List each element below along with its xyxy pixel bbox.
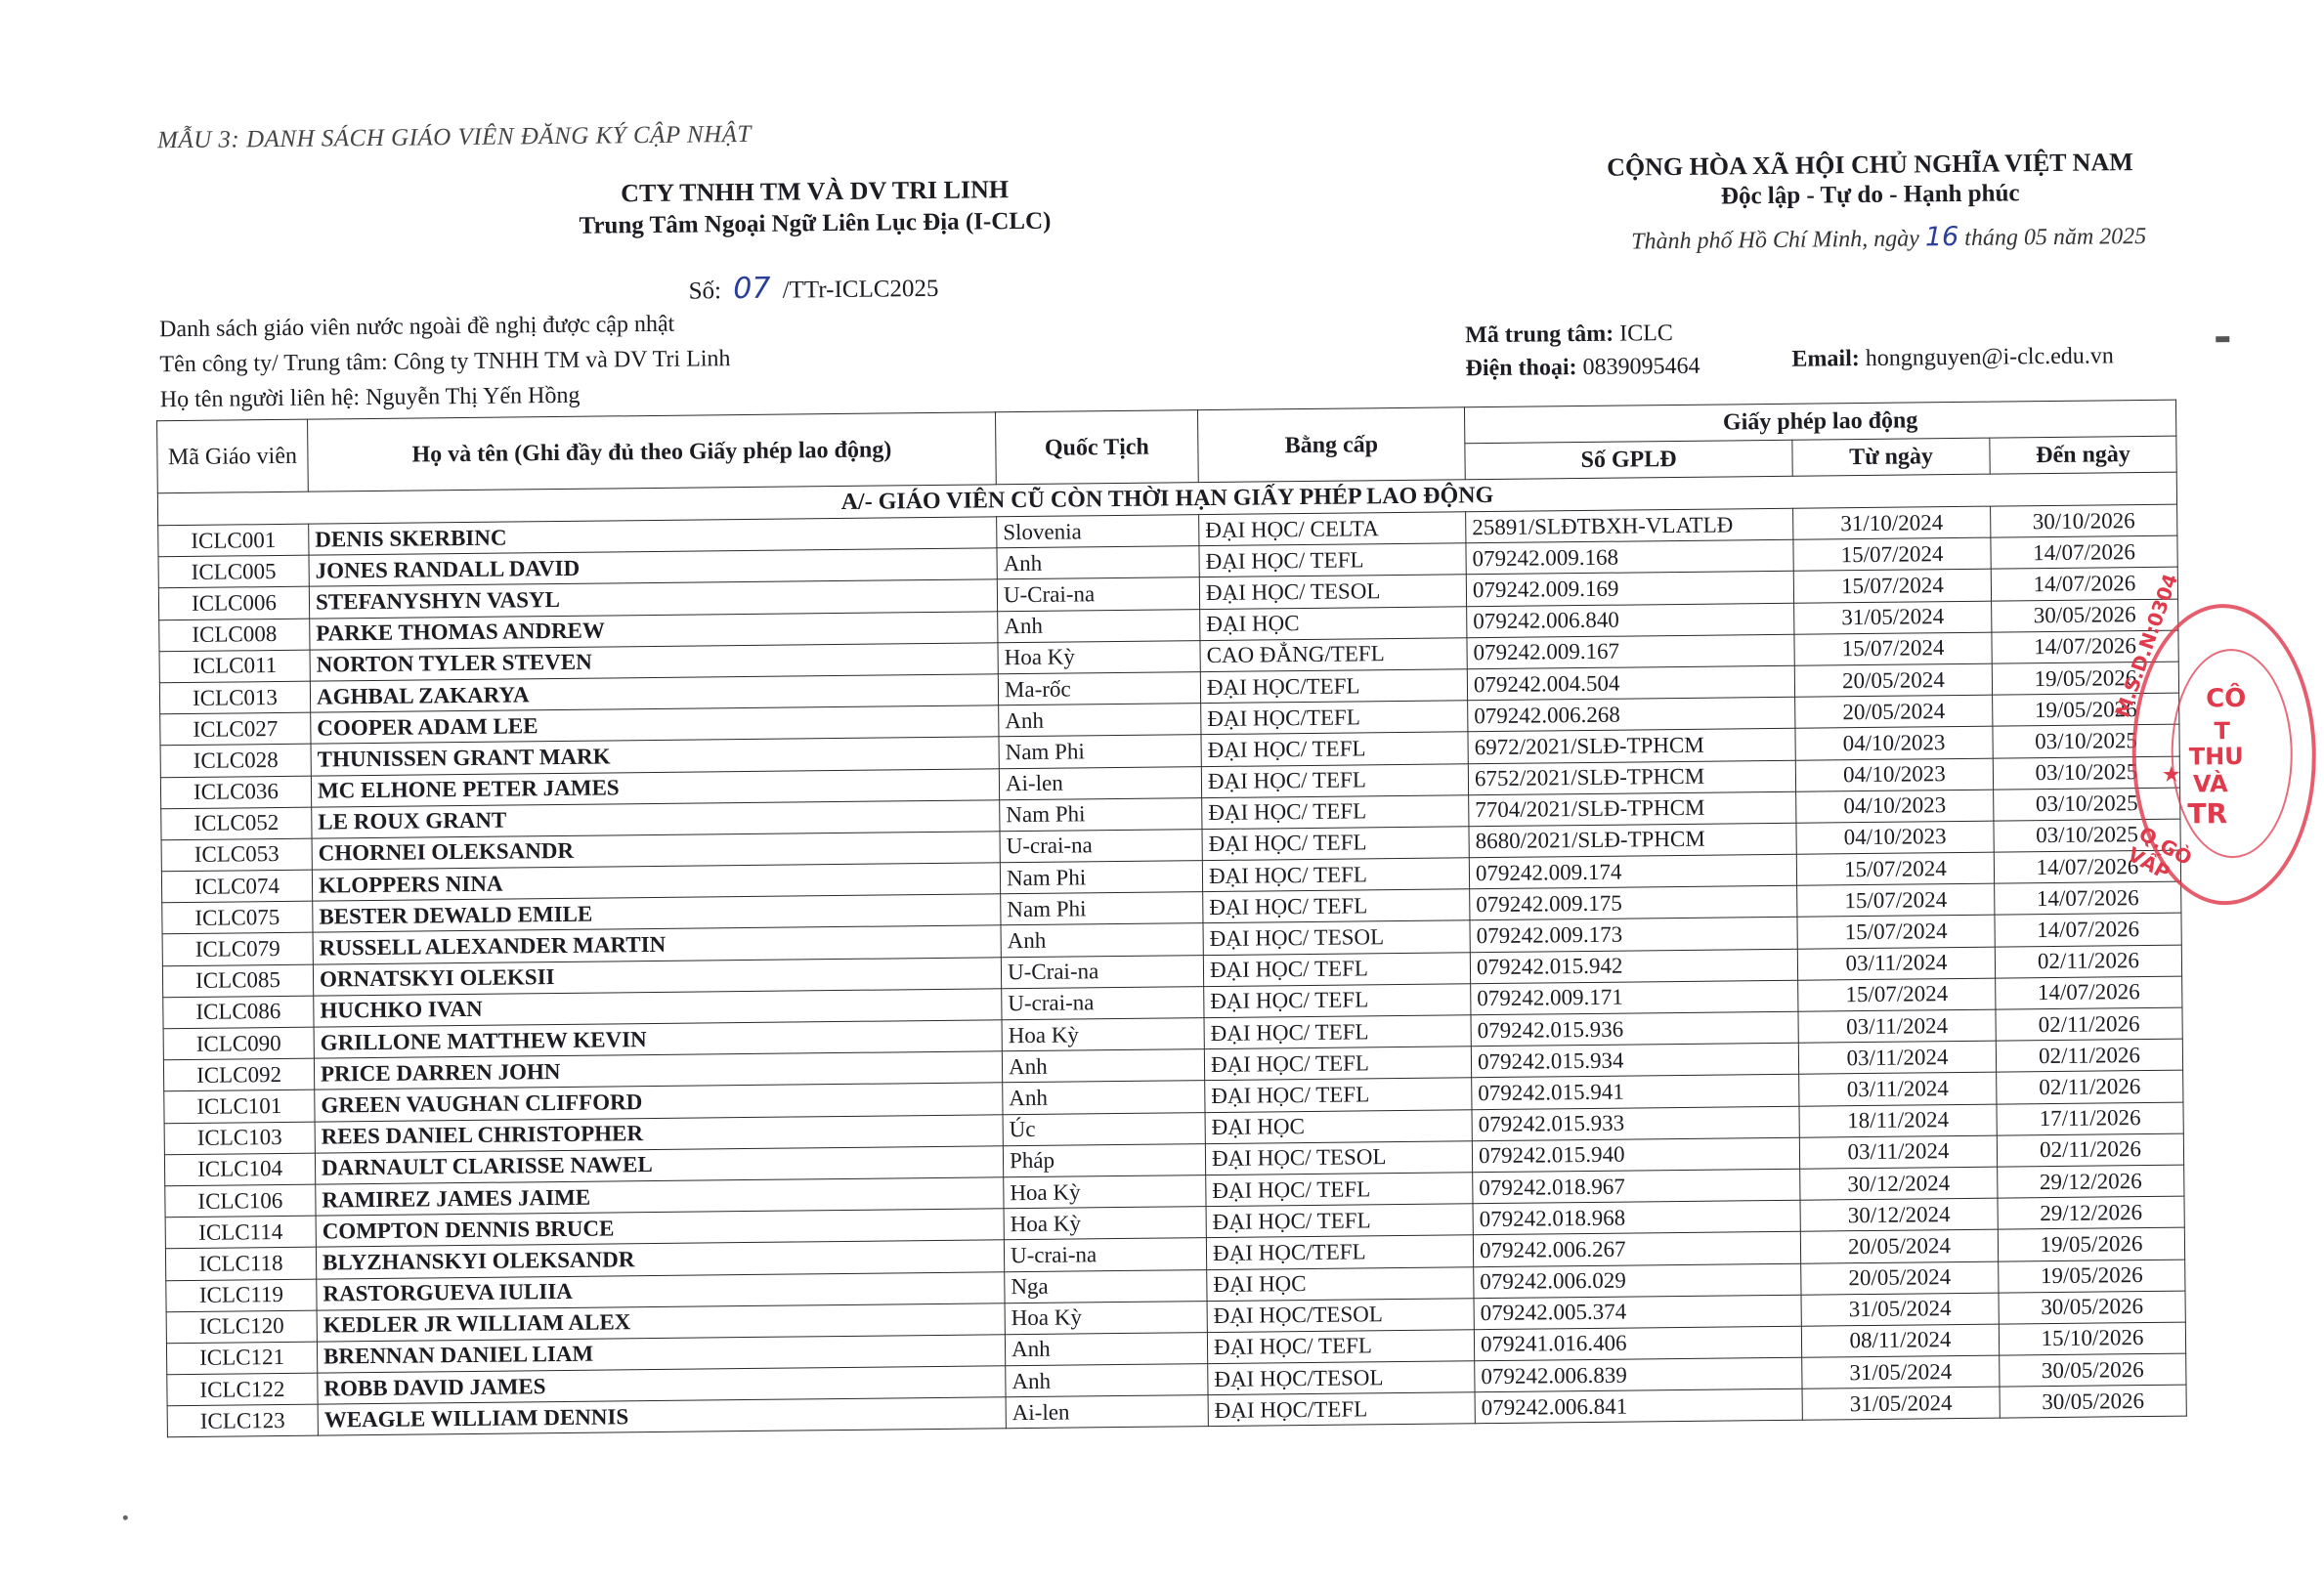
date-part-1: Thành phố Hồ Chí Minh, ngày — [1631, 226, 1920, 255]
degree-cell: ĐẠI HỌC/ TEFL — [1204, 1015, 1471, 1049]
from-date-cell: 15/07/2024 — [1793, 570, 1991, 603]
teacher-id-cell: ICLC013 — [159, 681, 310, 714]
from-date-cell: 15/07/2024 — [1798, 978, 1996, 1011]
teacher-id-cell: ICLC086 — [163, 996, 314, 1029]
phone — [1465, 354, 1700, 383]
to-date-cell: 03/10/2025 — [1994, 788, 2180, 821]
teacher-name-cell: GREEN VAUGHAN CLIFFORD — [315, 1083, 1003, 1122]
permit-number-cell: 079242.015.936 — [1471, 1011, 1798, 1047]
seal-line-2: T — [2214, 717, 2231, 746]
degree-cell: ĐẠI HỌC/ TEFL — [1202, 794, 1469, 829]
from-date-cell: 03/11/2024 — [1798, 1009, 1996, 1043]
to-date-cell: 19/05/2026 — [1993, 693, 2179, 726]
header-full-name: Họ và tên (Ghi đầy đủ theo Giấy phép lao động) — [308, 412, 997, 491]
nationality-cell: Anh — [1001, 923, 1203, 957]
degree-cell: ĐẠI HỌC — [1200, 606, 1467, 640]
teacher-name-cell: COOPER ADAM LEE — [311, 705, 999, 745]
permit-number-cell: 079242.009.173 — [1470, 918, 1797, 953]
to-date-cell: 30/05/2026 — [2000, 1385, 2186, 1418]
doc-no-suffix: /TTr-ICLC2025 — [782, 275, 939, 304]
seal-line-4: VÀ — [2192, 770, 2228, 798]
nationality-cell: Nam Phi — [1000, 861, 1202, 894]
nationality-cell: Úc — [1003, 1112, 1205, 1145]
from-date-cell: 20/05/2024 — [1795, 695, 1993, 728]
header-to-date: Đến ngày — [1990, 436, 2176, 474]
teacher-name-cell: BESTER DEWALD EMILE — [313, 894, 1001, 933]
teacher-name-cell: LE ROUX GRANT — [312, 799, 1000, 838]
company-name: CTY TNHH TM VÀ DV TRI LINH — [621, 175, 1010, 208]
teacher-id-cell: ICLC114 — [165, 1216, 316, 1249]
to-date-cell: 03/10/2025 — [1993, 756, 2179, 790]
header-work-permit: Giấy phép lao động — [1464, 400, 2175, 444]
teacher-name-cell: NORTON TYLER STEVEN — [310, 643, 998, 682]
nationality-cell: Hoa Kỳ — [1004, 1175, 1206, 1209]
teacher-name-cell: KLOPPERS NINA — [312, 863, 1000, 902]
degree-cell: ĐẠI HỌC/TESOL — [1208, 1361, 1475, 1395]
nationality-cell: Hoa Kỳ — [1002, 1018, 1204, 1051]
teacher-name-cell: RUSSELL ALEXANDER MARTIN — [313, 925, 1001, 964]
teacher-name-cell: RASTORGUEVA IULIIA — [317, 1271, 1005, 1310]
permit-number-cell: 079242.009.174 — [1469, 854, 1796, 889]
degree-cell: ĐẠI HỌC/ TEFL — [1204, 1047, 1471, 1081]
teacher-id-cell: ICLC053 — [161, 838, 312, 872]
center-name: Trung Tâm Ngoại Ngữ Liên Lục Địa (I-CLC) — [579, 207, 1052, 239]
teacher-id-cell: ICLC122 — [167, 1373, 318, 1406]
permit-number-cell: 079242.009.168 — [1466, 539, 1793, 575]
seal-ring-text: M.S.D.N:0304 — [2110, 571, 2183, 721]
date-day-handwritten: 16 — [1924, 221, 1959, 253]
teacher-id-cell: ICLC036 — [160, 776, 311, 809]
nationality-cell: U-crai-na — [1002, 986, 1204, 1019]
teacher-name-cell: REES DANIEL CHRISTOPHER — [315, 1114, 1003, 1153]
nationality-cell: U-Crai-na — [997, 577, 1199, 611]
degree-cell: ĐẠI HỌC/ CELTA — [1199, 512, 1466, 546]
info-contact-person: Họ tên người liên hệ: Nguyễn Thị Yến Hồng — [159, 382, 581, 413]
to-date-cell: 30/05/2026 — [2000, 1353, 2186, 1387]
from-date-cell: 15/07/2024 — [1797, 916, 1995, 949]
header-nationality: Quốc Tịch — [996, 410, 1199, 485]
info-company: Tên công ty/ Trung tâm: Công ty TNHH TM và DV Tri Linh — [159, 346, 731, 378]
teacher-name-cell: KEDLER JR WILLIAM ALEX — [317, 1303, 1005, 1342]
nationality-cell: U-Crai-na — [1001, 955, 1203, 988]
teacher-name-cell: ROBB DAVID JAMES — [318, 1366, 1006, 1405]
degree-cell: ĐẠI HỌC/ TEFL — [1203, 889, 1470, 923]
permit-number-cell: 079242.006.839 — [1475, 1357, 1802, 1392]
nationality-cell: Nam Phi — [1000, 797, 1202, 831]
seal-line-1: CÔ — [2205, 683, 2247, 714]
nationality-cell: Anh — [1006, 1364, 1208, 1397]
permit-number-cell: 079242.006.268 — [1468, 697, 1795, 732]
to-date-cell: 14/07/2026 — [1995, 914, 2181, 947]
teacher-id-cell: ICLC104 — [164, 1153, 315, 1186]
teacher-name-cell: GRILLONE MATTHEW KEVIN — [314, 1020, 1002, 1059]
permit-number-cell: 079242.006.029 — [1474, 1263, 1801, 1299]
from-date-cell: 20/05/2024 — [1794, 663, 1992, 697]
from-date-cell: 03/11/2024 — [1799, 1135, 1997, 1169]
from-date-cell: 04/10/2023 — [1795, 726, 1993, 759]
teacher-name-cell: DENIS SKERBINC — [309, 517, 997, 556]
from-date-cell: 31/05/2024 — [1802, 1355, 2000, 1389]
seal-line-3: THU — [2188, 742, 2244, 771]
seal-bottom-text: Q.GÒ VẤP — [2123, 821, 2197, 885]
to-date-cell: 03/10/2025 — [1993, 724, 2179, 757]
degree-cell: CAO ĐẲNG/TEFL — [1200, 638, 1467, 672]
from-date-cell: 20/05/2024 — [1800, 1229, 1998, 1262]
nationality-cell: Nam Phi — [1001, 892, 1203, 925]
degree-cell: ĐẠI HỌC/ TEFL — [1201, 763, 1468, 797]
header-teacher-id: Mã Giáo viên — [157, 419, 309, 493]
teacher-id-cell: ICLC001 — [158, 524, 309, 557]
from-date-cell: 04/10/2023 — [1796, 790, 1994, 823]
nationality-cell: Anh — [1003, 1081, 1205, 1114]
header-permit-number: Số GPLĐ — [1465, 440, 1792, 480]
to-date-cell: 19/05/2026 — [1998, 1227, 2184, 1261]
to-date-cell: 14/07/2026 — [1996, 976, 2182, 1009]
from-date-cell: 15/07/2024 — [1797, 883, 1995, 917]
document-number — [688, 270, 938, 307]
scan-edge-mark — [2216, 336, 2229, 342]
to-date-cell: 14/07/2026 — [1991, 568, 2177, 601]
teacher-id-cell: ICLC119 — [166, 1279, 317, 1312]
teacher-name-cell: JONES RANDALL DAVID — [309, 548, 997, 587]
center-code-value: ICLC — [1619, 320, 1673, 347]
teacher-id-cell: ICLC092 — [163, 1058, 314, 1091]
teacher-id-cell: ICLC074 — [161, 870, 312, 903]
permit-number-cell: 25891/SLĐTBXH-VLATLĐ — [1466, 508, 1793, 543]
permit-number-cell: 079242.015.934 — [1471, 1043, 1798, 1078]
teacher-id-cell: ICLC008 — [159, 619, 310, 652]
degree-cell: ĐẠI HỌC/ TEFL — [1199, 543, 1466, 577]
teacher-name-cell: AGHBAL ZAKARYA — [310, 674, 998, 713]
teacher-id-cell: ICLC079 — [162, 933, 313, 966]
header-from-date: Từ ngày — [1792, 438, 1990, 476]
nationality-cell: U-crai-na — [1000, 829, 1202, 862]
to-date-cell: 03/10/2025 — [1994, 819, 2180, 852]
to-date-cell: 02/11/2026 — [1996, 1039, 2182, 1072]
permit-number-cell: 079242.015.940 — [1472, 1137, 1799, 1173]
permit-number-cell: 079242.018.967 — [1473, 1169, 1800, 1204]
teacher-name-cell: CHORNEI OLEKSANDR — [312, 832, 1000, 871]
nationality-cell: Hoa Kỳ — [1005, 1301, 1207, 1334]
teacher-id-cell: ICLC103 — [164, 1122, 315, 1155]
permit-number-cell: 079242.015.942 — [1470, 949, 1797, 984]
to-date-cell: 15/10/2026 — [1999, 1322, 2185, 1355]
teacher-id-cell: ICLC075 — [162, 901, 313, 934]
from-date-cell: 30/12/2024 — [1800, 1167, 1998, 1200]
to-date-cell: 02/11/2026 — [1997, 1070, 2183, 1103]
email — [1791, 343, 2114, 372]
nationality-cell: Anh — [997, 546, 1199, 579]
teacher-id-cell: ICLC118 — [165, 1247, 316, 1280]
permit-number-cell: 079242.009.167 — [1467, 634, 1794, 669]
from-date-cell: 03/11/2024 — [1799, 1072, 1997, 1105]
to-date-cell: 17/11/2026 — [1997, 1102, 2183, 1135]
table-body — [157, 472, 2186, 1437]
nationality-cell: Nga — [1005, 1269, 1207, 1303]
degree-cell: ĐẠI HỌC/ TEFL — [1207, 1330, 1474, 1364]
nationality-cell: Anh — [998, 609, 1200, 642]
teacher-name-cell: PARKE THOMAS ANDREW — [310, 611, 998, 650]
teacher-name-cell: WEAGLE WILLIAM DENNIS — [318, 1397, 1006, 1436]
to-date-cell: 02/11/2026 — [1997, 1133, 2183, 1167]
permit-number-cell: 079242.009.171 — [1471, 980, 1798, 1015]
teacher-name-cell: DARNAULT CLARISSE NAWEL — [315, 1146, 1003, 1185]
to-date-cell: 02/11/2026 — [1996, 1007, 2182, 1041]
nationality-cell: Ai-len — [999, 766, 1201, 799]
teacher-id-cell: ICLC106 — [165, 1184, 316, 1218]
seal-line-5: TR — [2187, 797, 2228, 831]
center-code — [1465, 320, 1673, 349]
teacher-name-cell: THUNISSEN GRANT MARK — [311, 737, 999, 776]
to-date-cell: 29/12/2026 — [1998, 1165, 2184, 1198]
teacher-id-cell: ICLC052 — [161, 807, 312, 840]
from-date-cell: 15/07/2024 — [1794, 632, 1992, 665]
national-motto: Độc lập - Tự do - Hạnh phúc — [1720, 180, 2020, 210]
degree-cell: ĐẠI HỌC/TESOL — [1207, 1298, 1474, 1332]
nationality-cell: Anh — [1005, 1332, 1207, 1365]
nationality-cell: U-crai-na — [1004, 1238, 1206, 1271]
to-date-cell: 19/05/2026 — [1999, 1260, 2185, 1293]
teacher-name-cell: RAMIREZ JAMES JAIME — [316, 1177, 1004, 1217]
degree-cell: ĐẠI HỌC/TEFL — [1206, 1235, 1473, 1269]
degree-cell: ĐẠI HỌC/TEFL — [1201, 701, 1468, 735]
doc-no-handwritten: 07 — [733, 271, 771, 307]
degree-cell: ĐẠI HỌC/ TEFL — [1202, 827, 1469, 861]
teacher-id-cell: ICLC121 — [166, 1342, 317, 1375]
from-date-cell: 31/05/2024 — [1802, 1387, 2000, 1420]
email-value: hongnguyen@i-clc.edu.vn — [1865, 343, 2114, 371]
to-date-cell: 29/12/2026 — [1998, 1196, 2184, 1229]
permit-number-cell: 079242.005.374 — [1474, 1295, 1801, 1330]
to-date-cell: 14/07/2026 — [1994, 850, 2180, 883]
degree-cell: ĐẠI HỌC/ TEFL — [1201, 732, 1468, 766]
from-date-cell: 31/10/2024 — [1793, 506, 1991, 539]
permit-number-cell: 079242.009.169 — [1466, 572, 1793, 607]
from-date-cell: 18/11/2024 — [1799, 1104, 1997, 1137]
permit-number-cell: 079242.015.941 — [1472, 1075, 1799, 1110]
to-date-cell: 14/07/2026 — [1992, 630, 2178, 663]
from-date-cell: 08/11/2024 — [1801, 1324, 1999, 1357]
nationality-cell: Hoa Kỳ — [1004, 1207, 1206, 1240]
teacher-name-cell: BLYZHANSKYI OLEKSANDR — [316, 1240, 1004, 1279]
teacher-table — [156, 400, 2187, 1438]
permit-number-cell: 079242.006.267 — [1473, 1232, 1800, 1267]
to-date-cell: 30/10/2026 — [1991, 504, 2177, 537]
degree-cell: ĐẠI HỌC/ TEFL — [1202, 858, 1469, 892]
nationality-cell: Anh — [1002, 1049, 1204, 1083]
degree-cell: ĐẠI HỌC/ TESOL — [1199, 575, 1466, 609]
seal-star-icon: ★ — [2161, 762, 2181, 788]
teacher-name-cell: BRENNAN DANIEL LIAM — [317, 1335, 1005, 1374]
teacher-name-cell: PRICE DARREN JOHN — [314, 1051, 1002, 1090]
from-date-cell: 04/10/2023 — [1795, 758, 1993, 791]
permit-number-cell: 079242.018.968 — [1473, 1200, 1800, 1235]
info-list-description: Danh sách giáo viên nước ngoài đề nghị được cập nhật — [158, 311, 675, 343]
center-code-label: Mã trung tâm: — [1465, 320, 1614, 349]
teacher-id-cell: ICLC090 — [163, 1027, 314, 1060]
from-date-cell: 31/05/2024 — [1801, 1293, 1999, 1326]
teacher-id-cell: ICLC101 — [164, 1090, 315, 1124]
republic-title: CỘNG HÒA XÃ HỘI CHỦ NGHĨA VIỆT NAM — [1606, 148, 2133, 182]
degree-cell: ĐẠI HỌC/TEFL — [1208, 1392, 1475, 1427]
teacher-name-cell: ORNATSKYI OLEKSII — [313, 957, 1001, 996]
nationality-cell: Hoa Kỳ — [998, 640, 1200, 673]
header-degree: Bằng cấp — [1197, 407, 1465, 483]
degree-cell: ĐẠI HỌC/ TEFL — [1206, 1173, 1473, 1207]
degree-cell: ĐẠI HỌC/ TESOL — [1203, 920, 1470, 955]
nationality-cell: Slovenia — [997, 515, 1199, 548]
nationality-cell: Pháp — [1003, 1143, 1205, 1176]
nationality-cell: Anh — [999, 704, 1201, 737]
from-date-cell: 31/05/2024 — [1794, 601, 1992, 634]
degree-cell: ĐẠI HỌC/ TEFL — [1203, 952, 1470, 986]
to-date-cell: 02/11/2026 — [1995, 945, 2181, 978]
place-date — [1631, 220, 2146, 256]
doc-no-prefix: Số: — [688, 278, 722, 305]
permit-number-cell: 079242.004.504 — [1467, 665, 1794, 701]
to-date-cell: 19/05/2026 — [1992, 662, 2178, 695]
teacher-name-cell: COMPTON DENNIS BRUCE — [316, 1209, 1004, 1248]
teacher-id-cell: ICLC085 — [162, 964, 313, 998]
permit-number-cell: 079242.006.841 — [1475, 1389, 1802, 1424]
from-date-cell: 15/07/2024 — [1796, 852, 1994, 885]
from-date-cell: 04/10/2023 — [1796, 821, 1994, 854]
permit-number-cell: 7704/2021/SLĐ-TPHCM — [1469, 791, 1796, 827]
from-date-cell: 03/11/2024 — [1797, 947, 1995, 980]
phone-label: Điện thoại: — [1465, 355, 1577, 382]
teacher-id-cell: ICLC028 — [160, 744, 311, 777]
degree-cell: ĐẠI HỌC/ TEFL — [1206, 1204, 1473, 1238]
teacher-id-cell: ICLC027 — [160, 712, 311, 746]
scan-speck — [123, 1516, 128, 1520]
permit-number-cell: 6972/2021/SLĐ-TPHCM — [1468, 729, 1795, 764]
permit-number-cell: 079242.006.840 — [1467, 603, 1794, 638]
nationality-cell: Ai-len — [1006, 1395, 1208, 1429]
nationality-cell: Nam Phi — [999, 735, 1201, 768]
degree-cell: ĐẠI HỌC/TEFL — [1200, 669, 1467, 704]
degree-cell: ĐẠI HỌC — [1205, 1109, 1472, 1143]
to-date-cell: 14/07/2026 — [1995, 881, 2181, 915]
teacher-name-cell: HUCHKO IVAN — [314, 989, 1002, 1028]
teacher-name-cell: STEFANYSHYN VASYL — [309, 579, 997, 619]
teacher-id-cell: ICLC011 — [159, 650, 310, 683]
form-label: MẪU 3: DANH SÁCH GIÁO VIÊN ĐĂNG KÝ CẬP NHẬT — [156, 120, 752, 154]
from-date-cell: 15/07/2024 — [1793, 537, 1991, 571]
teacher-name-cell: MC ELHONE PETER JAMES — [311, 768, 999, 807]
permit-number-cell: 8680/2021/SLĐ-TPHCM — [1469, 823, 1796, 858]
from-date-cell: 03/11/2024 — [1798, 1041, 1996, 1074]
permit-number-cell: 079242.009.175 — [1470, 885, 1797, 920]
permit-number-cell: 6752/2021/SLĐ-TPHCM — [1468, 760, 1795, 795]
to-date-cell: 30/05/2026 — [1999, 1291, 2185, 1324]
degree-cell: ĐẠI HỌC/ TEFL — [1205, 1078, 1472, 1112]
section-a-title: A/- GIÁO VIÊN CŨ CÒN THỜI HẠN GIẤY PHÉP LAO ĐỘNG — [157, 472, 2176, 526]
to-date-cell: 30/05/2026 — [1992, 599, 2178, 632]
permit-number-cell: 079242.015.933 — [1472, 1106, 1799, 1141]
email-label: Email: — [1791, 346, 1860, 372]
degree-cell: ĐẠI HỌC/ TESOL — [1205, 1140, 1472, 1175]
degree-cell: ĐẠI HỌC — [1207, 1266, 1474, 1301]
phone-value: 0839095464 — [1582, 353, 1700, 381]
teacher-id-cell: ICLC006 — [158, 587, 309, 620]
to-date-cell: 14/07/2026 — [1991, 535, 2177, 569]
teacher-id-cell: ICLC123 — [167, 1404, 318, 1437]
date-part-2: tháng 05 năm 2025 — [1964, 223, 2147, 251]
from-date-cell: 30/12/2024 — [1800, 1198, 1998, 1231]
from-date-cell: 20/05/2024 — [1801, 1261, 1999, 1295]
permit-number-cell: 079241.016.406 — [1474, 1326, 1801, 1361]
nationality-cell: Ma-rốc — [998, 672, 1200, 705]
teacher-id-cell: ICLC005 — [158, 555, 309, 588]
teacher-id-cell: ICLC120 — [166, 1310, 317, 1344]
degree-cell: ĐẠI HỌC/ TEFL — [1204, 984, 1471, 1018]
